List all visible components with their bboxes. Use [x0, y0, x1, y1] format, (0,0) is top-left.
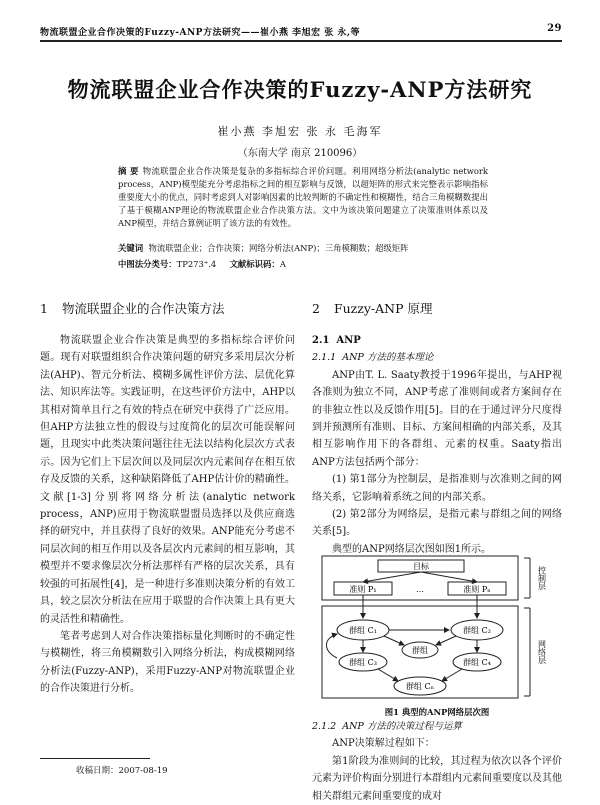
paragraph: ANP由T. L. Saaty教授于1996年提出，与AHP视各准则为独立不同，ANP考虑了准则间或者方案间存在的非独立性以及反馈作用[5]。目的在于通过评分尺度得到并预测所有准则、目标、方案间相确的内部关系，及其相互影响作用下的各群组、元素的权重。Saaty指出ANP方法包括两个部分： — [312, 369, 562, 468]
group-c1-label: 群组 C₁ — [349, 626, 377, 635]
c4-cn-arrow — [442, 669, 462, 681]
running-head-text: 物流联盟企业合作决策的Fuzzy-ANP方法研究——崔小燕 李旭宏 张 永,等 — [40, 28, 360, 38]
subsection-2-1-2-heading — [312, 718, 562, 735]
c3-cn-arrow — [378, 669, 398, 681]
group-c3-label: 群组 C₃ — [349, 658, 377, 667]
doc-code-value: A — [279, 259, 286, 269]
paragraph: (2) 第2部分为网络层，是指元素与群组之间的网络关系[5]。 — [312, 509, 562, 538]
page-number: 29 — [547, 23, 562, 34]
group-cn-label: 群组 Cₙ — [405, 682, 435, 691]
right-column — [312, 300, 562, 558]
figure-caption: 图1 典型的ANP网络层次图 — [384, 707, 490, 717]
c1-center-arrow — [384, 636, 404, 645]
control-layer-label: 控制层 — [537, 566, 547, 590]
right-column-continued — [312, 718, 562, 802]
subsection-title: ANP 方法的基本理论 — [342, 352, 434, 364]
subsection-number: 2.1 — [312, 335, 330, 346]
left-column — [40, 300, 295, 698]
authors: 崔小燕 李旭宏 张 永 毛海军 — [217, 125, 383, 138]
subsection-number: 2.1.1 — [312, 352, 337, 364]
clc-label: 中图法分类号： — [118, 259, 177, 269]
paragraph: ANP决策解过程如下： — [332, 738, 435, 750]
running-head — [40, 22, 562, 42]
group-c4-label: 群组 C₄ — [463, 658, 491, 667]
paragraph: 典型的ANP网络层次图如图1所示。 — [332, 543, 492, 555]
keywords — [118, 242, 488, 254]
c2-center-arrow — [436, 636, 456, 645]
criterion-1-label: 准则 P₁ — [349, 585, 377, 594]
footnote-received-date: 收稿日期：2007-08-19 — [76, 766, 168, 776]
classification — [118, 258, 488, 270]
section-2-number: 2 — [312, 301, 320, 316]
figure-anp-network — [318, 554, 558, 702]
subsection-2-1-heading — [312, 332, 562, 349]
subsection-title: ANP — [336, 335, 361, 346]
section-2-title: Fuzzy-ANP 原理 — [333, 301, 433, 316]
abstract-label: 摘 要 — [118, 166, 139, 176]
subsection-title: ANP 方法的决策过程与运算 — [342, 721, 462, 732]
network-layer-label: 网络层 — [537, 640, 547, 664]
paragraph: 第1阶段为准则间的比较，其过程为依次以各个评价元素为评价构面分别进行本群组内元素间重要度以及其他相关群组元素间重要度的成对 — [312, 755, 562, 802]
keywords-text: 物流联盟企业；合作决策；网络分析法(ANP)；三角模糊数；超级矩阵 — [148, 243, 409, 253]
section-1-title: 物流联盟企业的合作决策方法 — [61, 301, 225, 316]
ellipsis-mark: … — [416, 585, 424, 594]
clc-value: TP273⁺.4 — [176, 259, 217, 269]
paper-title: 物流联盟企业合作决策的Fuzzy-ANP方法研究 — [67, 77, 533, 102]
criterion-n-label: 准则 Pₙ — [463, 585, 491, 594]
paragraph: (1) 第1部分为控制层，是指准则与次准则之间的网络关系，它影响着系统之间的内部关系。 — [312, 474, 562, 503]
abstract — [118, 165, 488, 230]
group-center-label: 群组 — [412, 646, 428, 655]
footnote-rule — [40, 758, 150, 759]
subsection-number: 2.1.2 — [312, 721, 337, 732]
goal-to-cn-arrow — [421, 572, 477, 582]
anp-diagram — [318, 554, 558, 702]
keywords-label: 关键词 — [118, 243, 144, 253]
paragraph: 笔者考虑到人对合作决策指标量化判断时的不确定性与模糊性，将三角模糊数引入网络分析法，构成模糊网络分析法(Fuzzy-ANP)，采用Fuzzy-ANP对物流联盟企业的合作决策进行分析。 — [40, 630, 295, 695]
doc-code-label: 文献标识码： — [229, 259, 280, 269]
feedback-loop-arrow — [326, 634, 337, 658]
abstract-text: 物流联盟企业合作决策是复杂的多指标综合评价问题。利用网络分析法(analytic network process，ANP)模型能充分考虑指标之间的相互影响与反馈，以超矩阵的形式来完整表示影响指标重要度大小的优点，同时考虑到人对影响因素的比较判断的不确定性和模糊性，结合三角模糊数提出了基于模糊ANP理论的物流联盟企业合作决策方法。文中为该决策问题建立了决策准则体系以及ANP模型，并结合算例证明了该方法的有效性。 — [118, 166, 488, 228]
section-1-heading — [40, 300, 295, 318]
section-2-heading — [312, 300, 562, 318]
group-c2-label: 群组 C₂ — [463, 626, 491, 635]
subsection-2-1-1-heading — [312, 349, 562, 366]
section-1-number: 1 — [40, 301, 48, 316]
affiliation: （东南大学 南京 210096） — [237, 148, 363, 159]
goal-label: 目标 — [413, 562, 429, 571]
goal-to-c1-arrow — [363, 572, 421, 582]
paragraph: 物流联盟企业合作决策是典型的多指标综合评价问题。现有对联盟组织合作决策问题的研究多采用层次分析法(AHP)、智元分析法、模糊多属性评价方法、层优化算法、知识库法等。实践证明，在这些评价方法中，AHP以其相对简单且行之有效的特点在研究中获得了广泛应用。但AHP方法独立性的假设与过度简化的层次可能误解问题，且现实中此类决策问题往往无法以结构化层次方式表示。因为它们上下层次间以及同层次内元素间存在相互依存及反馈的关系，这种缺陷降低了AHP估计价的精确性。文献[1-3]分别将网络分析法(analytic network process，ANP)应用于物流联盟盟员选择以及供应商选择的研究中，并且获得了良好的效果。ANP能充分考虑不同层次间的相互作用以及各层次内元素间的相互影响，其模型并不要求像层次分析法那样有严格的层次关系，具有较强的可拓展性[4]，是一种进行多准则决策分析的有效工具，较之层次分析法在应用于联盟的合作决策上具有更大的灵活性和精确性。 — [40, 335, 295, 625]
